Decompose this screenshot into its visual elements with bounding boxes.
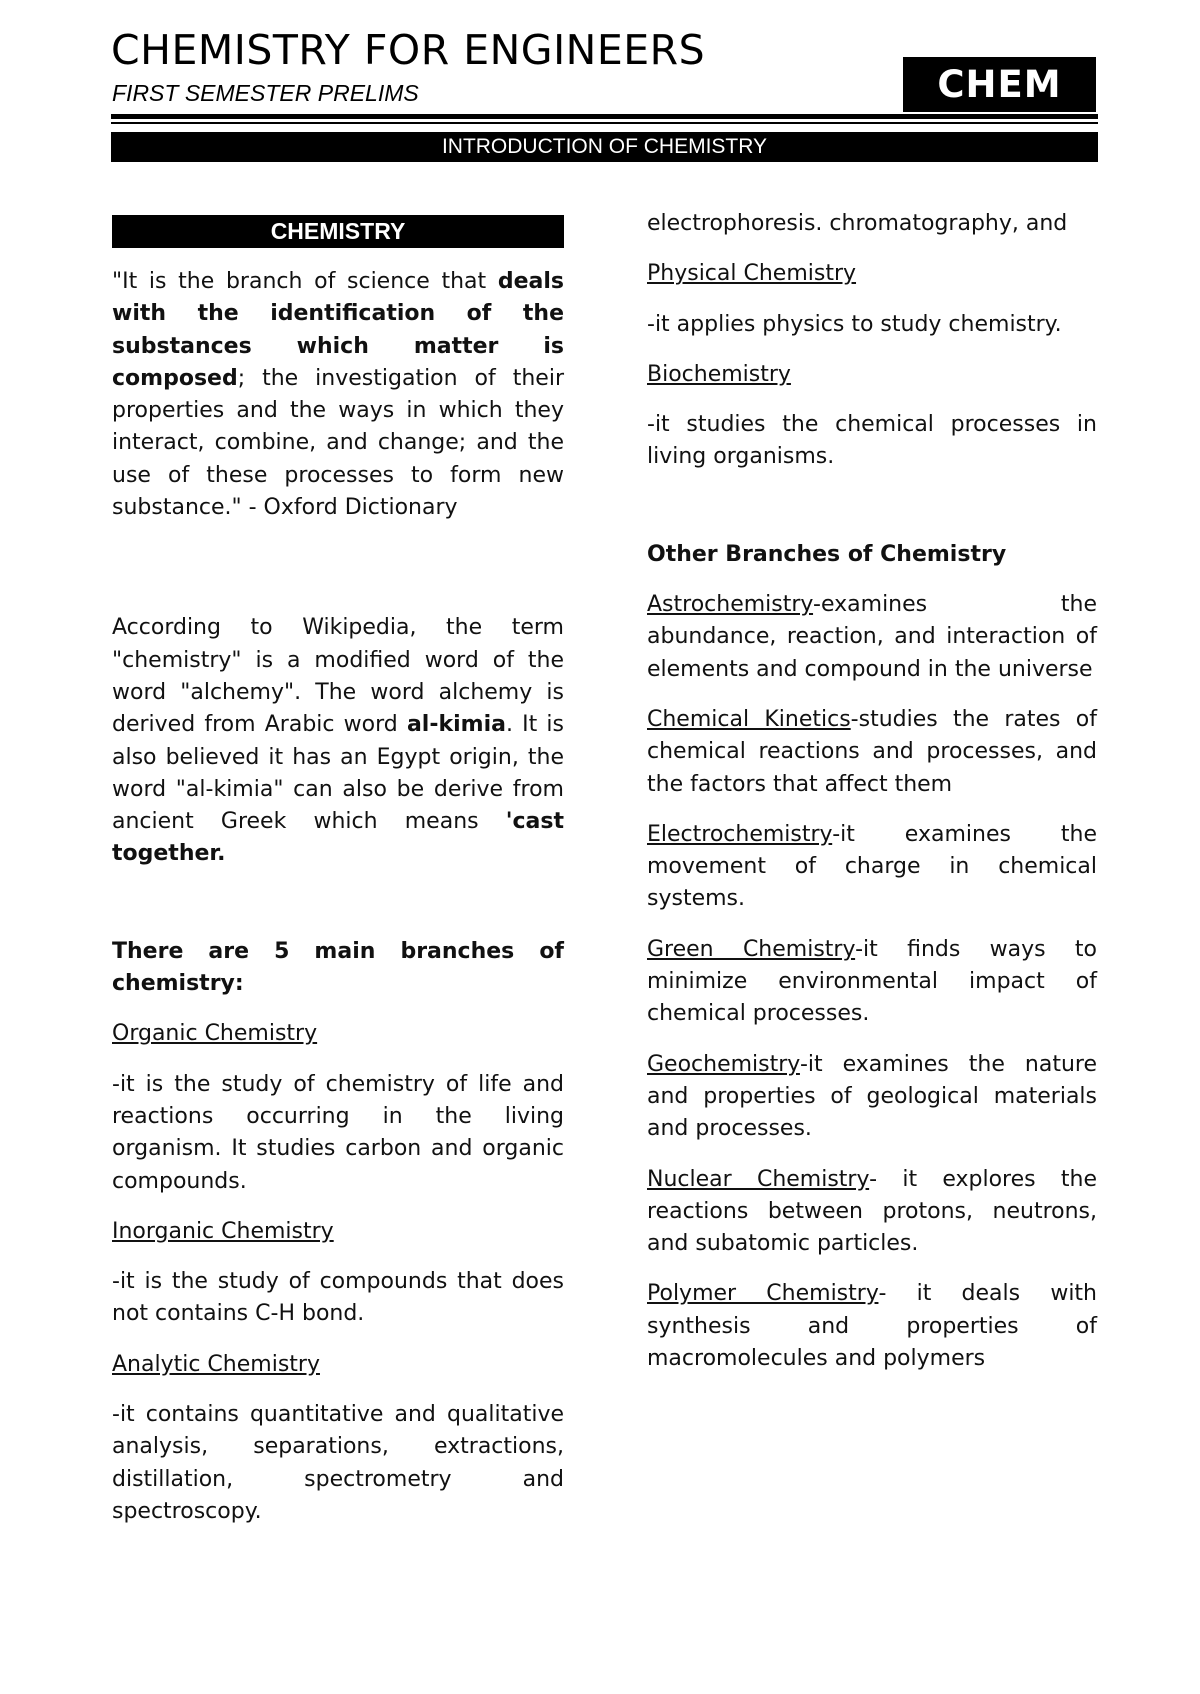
other-branch-desc: - it deals with synthesis and properties of macromolecules and polymers xyxy=(647,1281,1097,1372)
branch-name xyxy=(112,1349,564,1381)
definition-bold: deals with the identification of the substances which matter is composed xyxy=(112,269,564,391)
document-title: CHEMISTRY FOR ENGINEERS xyxy=(111,26,706,74)
definition-rest: ; the investigation of their properties and the ways in which they interact, combine, and change; and the use of these processes to form new substance." - Oxford Dictionary xyxy=(112,365,564,521)
branch-name xyxy=(112,1018,564,1050)
branch-analytic-desc: -it contains quantitative and qualitative analysis, separations, extractions, distillation, spectrometry and spectroscopy. xyxy=(112,1402,564,1524)
other-branch-name: Electrochemistry xyxy=(647,821,833,847)
other-branch-item xyxy=(647,1278,1097,1375)
branch-inorganic-desc: -it is the study of compounds that does not contains C-H bond. xyxy=(112,1269,564,1327)
wikipedia-bold-end: 'cast together. xyxy=(112,809,564,867)
other-branch-item xyxy=(647,1164,1097,1261)
wikipedia-bold-term: al-kimia xyxy=(406,712,506,738)
branches-heading: There are 5 main branches of chemistry: xyxy=(112,938,564,997)
continuation-text: electrophoresis. chromatography, and xyxy=(647,211,1068,236)
other-branch-item xyxy=(647,704,1097,801)
other-branch-desc: -it examines the movement of charge in chemical systems. xyxy=(647,821,1097,912)
other-branch-item xyxy=(647,819,1097,916)
branch-biochemistry-desc: -it studies the chemical processes in living organisms. xyxy=(647,412,1097,470)
branch-physical-name: Physical Chemistry xyxy=(647,261,857,287)
branch-name xyxy=(647,258,1097,290)
other-branch-name: Geochemistry xyxy=(647,1051,800,1077)
other-branch-name: Green Chemistry xyxy=(647,936,856,962)
branch-name xyxy=(647,359,1097,391)
chemistry-heading: CHEMISTRY xyxy=(112,215,564,248)
branch-physical-desc: -it applies physics to study chemistry. xyxy=(647,311,1062,337)
branch-organic-desc: -it is the study of chemistry of life and reactions occurring in the living organism. It studies carbon and organic compounds. xyxy=(112,1071,564,1194)
wikipedia-middle: . It is also believed it has an Egypt origin, the word "al-kimia" can also be derive from ancient Greek which means xyxy=(112,712,565,835)
branch-analytic-name: Analytic Chemistry xyxy=(112,1351,320,1377)
wikipedia-lead: According to Wikipedia, the term "chemistry" is a modified word of the word "alchemy". The word alchemy is derived from Arabic word xyxy=(112,615,564,738)
branch-name xyxy=(112,1216,564,1248)
other-branch-desc: -examines the abundance, reaction, and interaction of elements and compound in the universe xyxy=(647,592,1097,682)
other-branch-name: Chemical Kinetics xyxy=(647,706,851,732)
other-branch-item xyxy=(647,1049,1097,1146)
other-branch-desc: -it finds ways to minimize environmental impact of chemical processes. xyxy=(647,936,1097,1027)
other-branch-desc: -studies the rates of chemical reactions and processes, and the factors that affect them xyxy=(647,706,1097,797)
right-column xyxy=(647,208,1097,1375)
other-branch-item xyxy=(647,589,1097,686)
header-rule-thin xyxy=(111,122,1098,124)
left-column xyxy=(112,208,564,1528)
header-rule-thick xyxy=(111,114,1098,119)
branch-inorganic-name: Inorganic Chemistry xyxy=(112,1218,334,1244)
definition-paragraph xyxy=(112,266,564,524)
wikipedia-paragraph xyxy=(112,612,564,870)
other-branches-heading: Other Branches of Chemistry xyxy=(647,541,1007,567)
other-branch-name: Astrochemistry xyxy=(647,592,814,618)
course-code-badge: CHEM xyxy=(903,57,1096,112)
other-branch-item xyxy=(647,934,1097,1031)
other-branch-name: Nuclear Chemistry xyxy=(647,1166,870,1192)
other-branch-name: Polymer Chemistry xyxy=(647,1281,879,1307)
definition-lead: "It is the branch of science that xyxy=(112,269,498,294)
section-banner: INTRODUCTION OF CHEMISTRY xyxy=(111,132,1098,162)
branch-organic-name: Organic Chemistry xyxy=(112,1021,318,1047)
other-branch-desc: - it explores the reactions between protons, neutrons, and subatomic particles. xyxy=(647,1166,1098,1257)
document-subtitle: FIRST SEMESTER PRELIMS xyxy=(112,80,419,106)
branch-biochemistry-name: Biochemistry xyxy=(647,361,791,387)
other-branch-desc: -it examines the nature and properties of geological materials and processes. xyxy=(647,1051,1097,1142)
